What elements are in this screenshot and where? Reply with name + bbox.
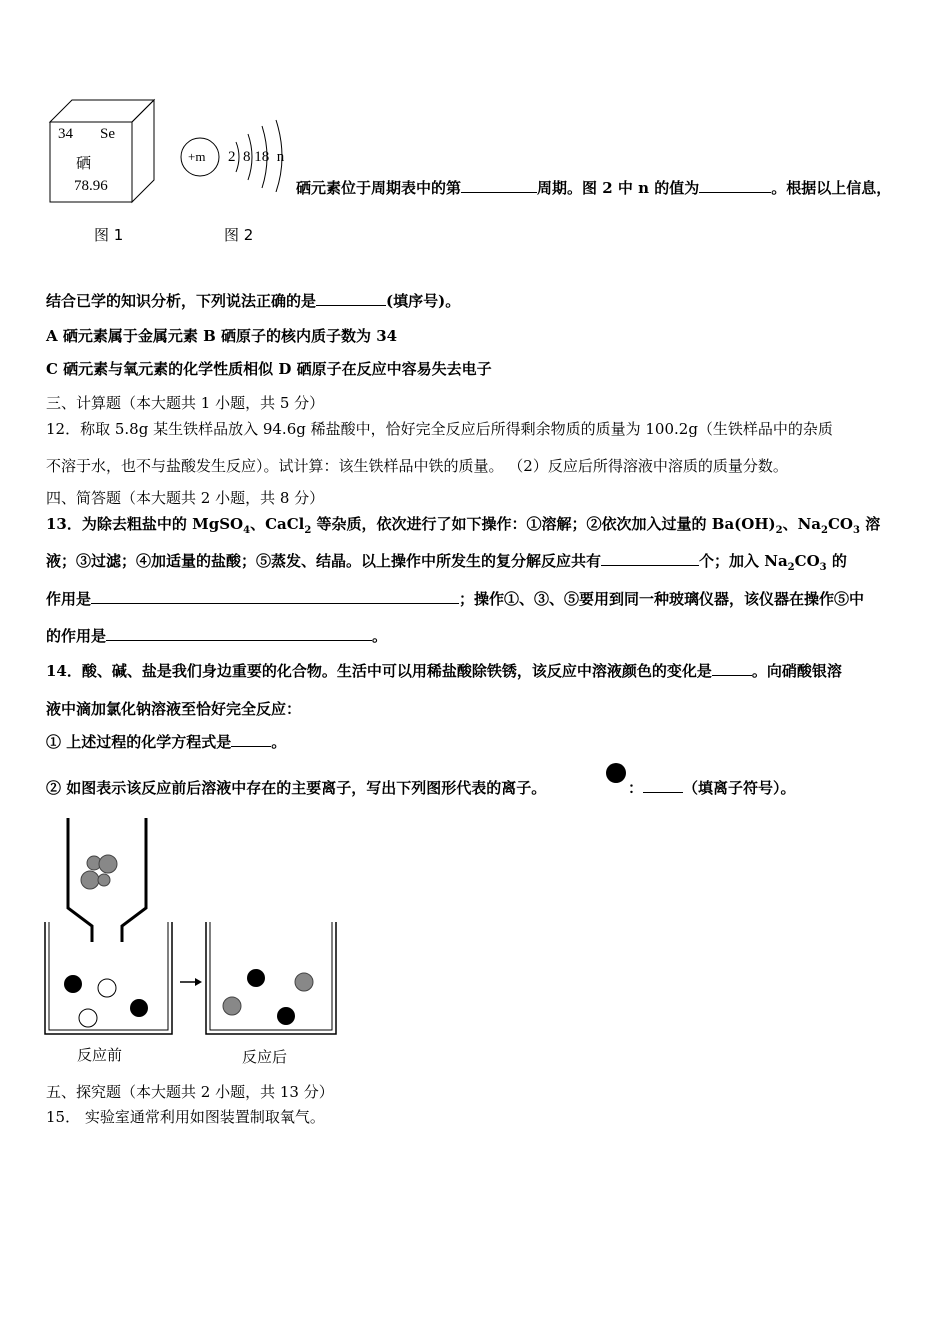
black-ion-icon [604, 761, 628, 785]
ion-white-before-2 [79, 1009, 97, 1027]
q12-line1: 12．称取 5.8g 某生铁样品放入 94.6g 稀盐酸中，恰好完全反应后所得剩余物质的质量为 100.2g（生铁样品中的杂质 [46, 420, 833, 438]
figure1-label: 图 1 [94, 226, 124, 244]
ion-black-after-1 [247, 969, 265, 987]
ion-gray-after-2 [223, 997, 241, 1015]
section5-heading: 五、探究题（本大题共 2 小题，共 13 分） [46, 1083, 334, 1101]
q11-line2: 结合已学的知识分析，下列说法正确的是 (填序号)。 [46, 292, 461, 310]
q14-line1: 14．酸、碱、盐是我们身边重要的化合物。生活中可以用稀盐酸除铁锈，该反应中溶液颜色的变化是 。向硝酸银溶 [46, 662, 842, 680]
ion-gray-dropper-3 [81, 871, 99, 889]
q14-sub1: ① 上述过程的化学方程式是 。 [46, 733, 287, 751]
ion-gray-dropper-2 [99, 855, 117, 873]
answer-blank-n[interactable] [699, 178, 771, 193]
q14-line2: 液中滴加氯化钠溶液至恰好完全反应： [46, 700, 302, 718]
figure2-label: 图 2 [224, 226, 254, 244]
ion-gray-after-1 [295, 973, 313, 991]
q14-sub2: ② 如图表示该反应前后溶液中存在的主要离子，写出下列图形代表的离子。 [46, 779, 547, 797]
q14-sub2-answer: ： （填离子符号）。 [628, 779, 796, 797]
q11-line1: 硒元素位于周期表中的第 周期。图 2 中 n 的值为 。根据以上信息， [296, 179, 892, 197]
answer-blank-equation[interactable] [231, 732, 271, 747]
q11-options-cd: C 硒元素与氧元素的化学性质相似 D 硒原子在反应中容易失去电子 [46, 360, 492, 378]
q11-options-ab: A 硒元素属于金属元素 B 硒原子的核内质子数为 34 [46, 327, 398, 345]
answer-blank-purpose[interactable] [91, 589, 459, 604]
ion-black-before-1 [64, 975, 82, 993]
section3-heading: 三、计算题（本大题共 1 小题，共 5 分） [46, 394, 325, 412]
atomic-mass: 78.96 [74, 178, 108, 194]
ion-white-before-1 [98, 979, 116, 997]
answer-blank-role[interactable] [106, 626, 372, 641]
answer-blank-choice[interactable] [316, 291, 386, 306]
label-after: 反应后 [242, 1048, 288, 1066]
reaction-diagram [40, 818, 350, 1044]
beaker-before [45, 922, 172, 1034]
answer-blank-ion[interactable] [643, 778, 683, 793]
q12-line2: 不溶于水，也不与盐酸发生反应）。试计算：该生铁样品中铁的质量。 （2）反应后所得溶液中溶质的质量分数。 [46, 457, 788, 475]
answer-blank-count[interactable] [601, 551, 699, 566]
ion-black-after-2 [277, 1007, 295, 1025]
beaker-after [206, 922, 336, 1034]
atomic-number: 34 [58, 126, 73, 142]
element-symbol: Se [100, 126, 115, 142]
q13-line4: 的作用是 。 [46, 627, 388, 645]
answer-blank-period[interactable] [461, 178, 537, 193]
ion-gray-dropper-4 [98, 874, 110, 886]
answer-blank-color[interactable] [712, 661, 752, 676]
q15: 15． 实验室通常利用如图装置制取氧气。 [46, 1108, 325, 1126]
q13-line3: 作用是 ；操作①、③、⑤要用到同一种玻璃仪器，该仪器在操作⑤中 [46, 590, 865, 608]
label-before: 反应前 [77, 1046, 123, 1064]
section4-heading: 四、简答题（本大题共 2 小题，共 8 分） [46, 489, 325, 507]
electron-shells: 2 8 18 n [228, 149, 285, 165]
ion-black-before-2 [130, 999, 148, 1017]
nucleus-charge: +m [188, 149, 206, 164]
element-name: 硒 [76, 154, 92, 172]
q13-line1: 13．为除去粗盐中的 MgSO$_4$、CaCl$_2$ 等杂质，依次进行了如下操作：①溶解；②依次加入过量的 $Ba(OH)_2$、$Na_2CO_3$ 溶 [46, 515, 881, 536]
q13-line2: 液；③过滤；④加适量的盐酸；⑤蒸发、结晶。以上操作中所发生的复分解反应共有 个；加入 $Na_2CO_3$ 的 [46, 552, 847, 573]
